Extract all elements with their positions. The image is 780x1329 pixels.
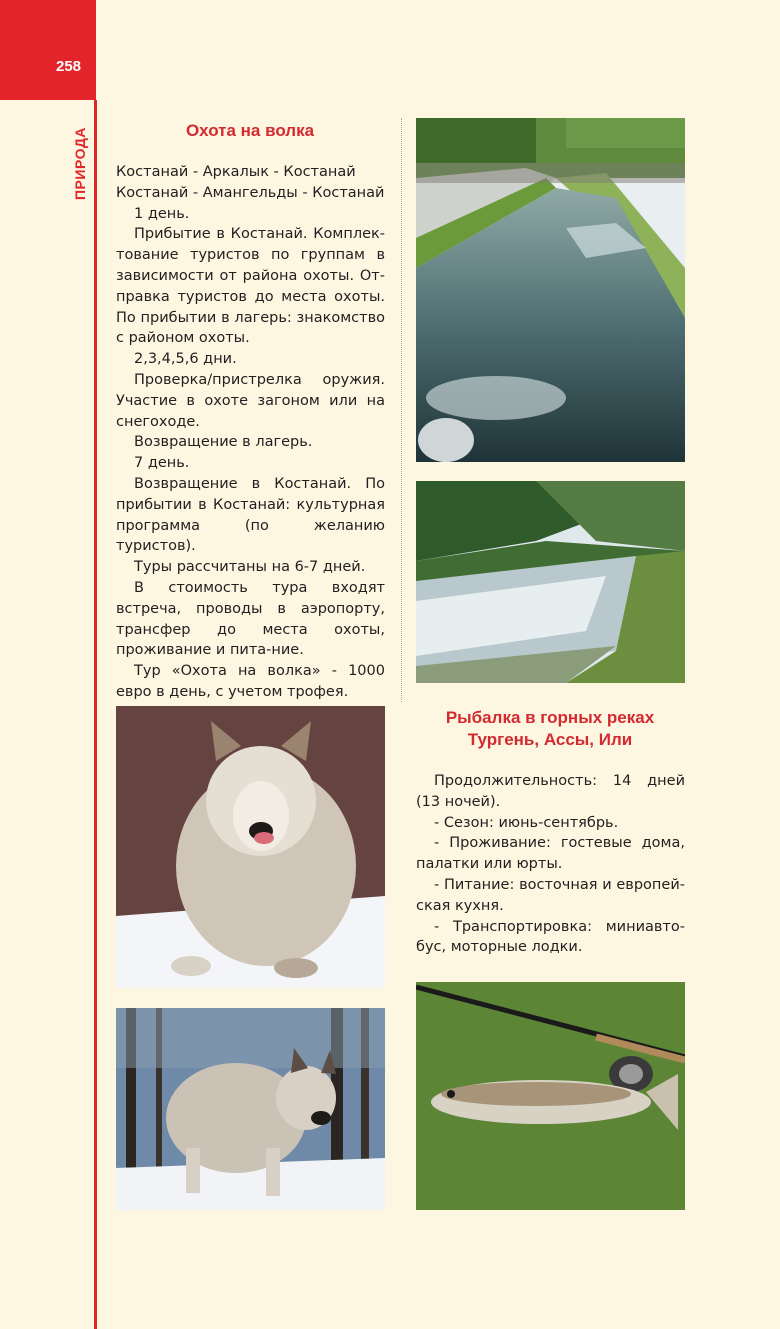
paragraph: - Транспортировка: миниавто-бус, моторные лодки. bbox=[416, 918, 685, 956]
fishing-tour-title bbox=[416, 707, 684, 751]
paragraph: Продолжительность: 14 дней (13 ночей). bbox=[416, 773, 685, 810]
paragraph: Костанай - Аркалык - Костанай bbox=[116, 164, 356, 180]
paragraph: - Сезон: июнь-сентябрь. bbox=[434, 814, 619, 831]
photo-trout-rod bbox=[416, 982, 685, 1210]
paragraph: Туры рассчитаны на 6-7 дней. bbox=[134, 559, 366, 576]
photo-wolf-running bbox=[116, 706, 385, 988]
paragraph: Проверка/пристрелка оружия. Участие в охоте загоном или на снегоходе. bbox=[116, 371, 385, 430]
photo-wolf-walking bbox=[116, 1008, 385, 1210]
wolf-tour-text bbox=[116, 162, 385, 703]
wolf-tour-title: Охота на волка bbox=[185, 121, 315, 140]
paragraph: 2,3,4,5,6 дни. bbox=[134, 351, 237, 368]
paragraph: В стоимость тура входят встреча, проводы в аэропорту, трансфер до места охоты, проживание и пита-ние. bbox=[116, 579, 385, 659]
paragraph: - Проживание: гостевые дома, палатки или юрты. bbox=[416, 835, 685, 873]
fishing-tour-text bbox=[416, 771, 685, 958]
fishing-title-line2: Тургень, Ассы, Или bbox=[467, 730, 633, 749]
paragraph: Тур «Охота на волка» - 1000 евро в день, с учетом трофея. bbox=[116, 663, 385, 700]
paragraph: Прибытие в Костанай. Комплек-тование туристов по группам в зависимости от района охоты. От-правка туристов до места охоты. По прибытии в лагерь: знакомство с районом охоты. bbox=[116, 226, 385, 347]
paragraph: 1 день. bbox=[134, 205, 190, 222]
side-rule bbox=[94, 100, 97, 1329]
paragraph: - Питание: восточная и европей-ская кухня. bbox=[416, 876, 685, 914]
fishing-title-line1: Рыбалка в горных реках bbox=[445, 708, 655, 727]
paragraph: 7 день. bbox=[134, 455, 190, 472]
paragraph: Возвращение в Костанай. По прибытии в Костанай: культурная программа (по желанию туристов). bbox=[116, 475, 385, 555]
photo-fishing-canal bbox=[416, 118, 685, 462]
paragraph: Возвращение в лагерь. bbox=[134, 434, 313, 451]
photo-mountain-river bbox=[416, 481, 685, 683]
page-number: 258 bbox=[56, 58, 82, 75]
section-label: ПРИРОДА bbox=[72, 127, 88, 200]
column-divider bbox=[401, 118, 402, 702]
page-number-tab bbox=[0, 0, 96, 100]
paragraph: Костанай - Амангельды - Костанай bbox=[116, 184, 385, 201]
